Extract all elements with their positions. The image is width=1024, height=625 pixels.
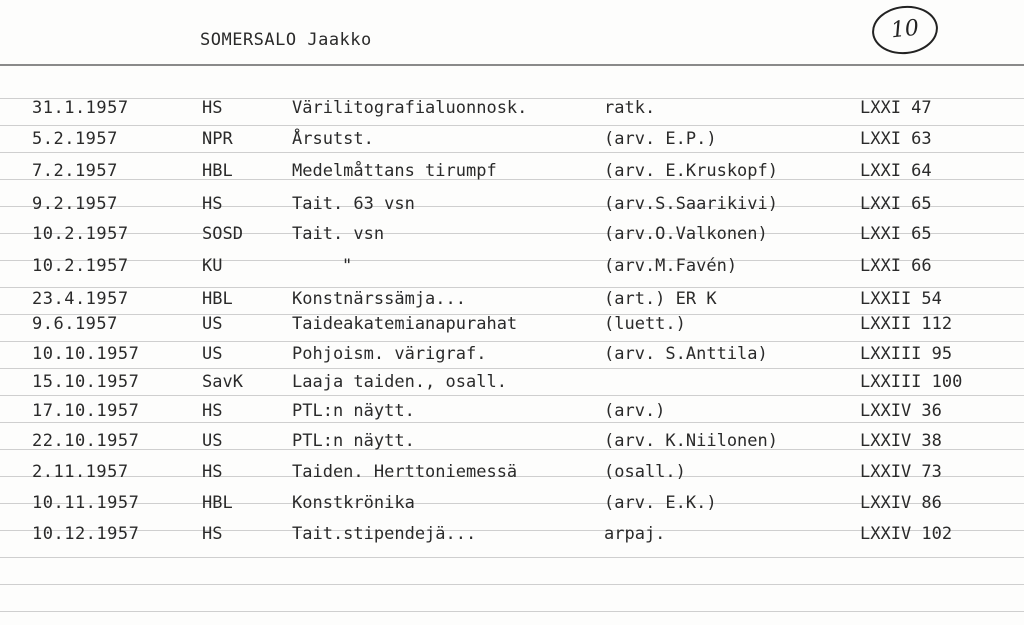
entry-paper: KU xyxy=(202,256,223,276)
entry-title: Årsutst. xyxy=(292,129,374,149)
entry-date: 9.6.1957 xyxy=(32,314,118,334)
ruled-line xyxy=(0,152,1024,153)
entry-ref: LXXI 65 xyxy=(860,194,932,214)
table-row xyxy=(0,401,1024,423)
entry-ref: LXXII 54 xyxy=(860,289,942,309)
entry-ref: LXXIV 36 xyxy=(860,401,942,421)
entry-date: 23.4.1957 xyxy=(32,289,129,309)
ruled-line xyxy=(0,287,1024,288)
entry-title: Taideakatemianapurahat xyxy=(292,314,518,334)
entry-date: 31.1.1957 xyxy=(32,98,129,118)
table-row xyxy=(0,344,1024,366)
entry-paper: HS xyxy=(202,524,223,544)
entry-note: (arv. E.Kruskopf) xyxy=(604,161,778,181)
entry-note: ratk. xyxy=(604,98,656,118)
entry-paper: HBL xyxy=(202,161,233,181)
table-row xyxy=(0,314,1024,336)
entry-ref: LXXI 65 xyxy=(860,224,932,244)
ruled-line xyxy=(0,395,1024,396)
table-row xyxy=(0,289,1024,311)
entry-ref: LXXIV 38 xyxy=(860,431,942,451)
entry-date: 15.10.1957 xyxy=(32,372,140,392)
entry-note: (art.) ER K xyxy=(604,289,717,309)
table-row xyxy=(0,493,1024,515)
table-row xyxy=(0,462,1024,484)
entry-title: " xyxy=(342,256,353,276)
entry-paper: US xyxy=(202,344,223,364)
entry-title: Taiden. Herttoniemessä xyxy=(292,462,518,482)
table-row xyxy=(0,129,1024,151)
entry-paper: HS xyxy=(202,462,223,482)
header-rule xyxy=(0,64,1024,66)
entry-date: 9.2.1957 xyxy=(32,194,118,214)
entry-note: (arv. E.P.) xyxy=(604,129,717,149)
entry-note: (luett.) xyxy=(604,314,686,334)
entry-date: 10.2.1957 xyxy=(32,256,129,276)
entry-title: PTL:n näytt. xyxy=(292,431,415,451)
entry-note: (arv. E.K.) xyxy=(604,493,717,513)
card-title: SOMERSALO Jaakko xyxy=(200,30,372,50)
entry-ref: LXXI 47 xyxy=(860,98,932,118)
table-row xyxy=(0,256,1024,278)
table-row xyxy=(0,524,1024,546)
entry-title: Medelmåttans tirumpf xyxy=(292,161,497,181)
entry-ref: LXXI 64 xyxy=(860,161,932,181)
entry-date: 10.2.1957 xyxy=(32,224,129,244)
table-row xyxy=(0,224,1024,246)
table-row xyxy=(0,431,1024,453)
entry-ref: LXXIII 100 xyxy=(860,372,963,392)
entry-paper: HBL xyxy=(202,493,233,513)
entry-paper: HS xyxy=(202,194,223,214)
entry-ref: LXXIV 73 xyxy=(860,462,942,482)
ruled-line xyxy=(0,584,1024,585)
entry-date: 10.10.1957 xyxy=(32,344,140,364)
entry-date: 5.2.1957 xyxy=(32,129,118,149)
ruled-line xyxy=(0,557,1024,558)
ruled-line xyxy=(0,341,1024,342)
entry-paper: US xyxy=(202,314,223,334)
ruled-line xyxy=(0,611,1024,612)
card-number-circle: 10 xyxy=(870,3,941,58)
entry-note: (arv. S.Anttila) xyxy=(604,344,768,364)
entry-paper: NPR xyxy=(202,129,233,149)
entry-date: 10.12.1957 xyxy=(32,524,140,544)
table-row xyxy=(0,161,1024,183)
entry-note: (osall.) xyxy=(604,462,686,482)
entry-paper: HBL xyxy=(202,289,233,309)
ruled-line xyxy=(0,368,1024,369)
entry-paper: HS xyxy=(202,401,223,421)
entry-date: 22.10.1957 xyxy=(32,431,140,451)
entry-note: (arv. K.Niilonen) xyxy=(604,431,778,451)
entry-ref: LXXIV 102 xyxy=(860,524,953,544)
table-row xyxy=(0,98,1024,120)
table-row xyxy=(0,372,1024,394)
entry-title: Laaja taiden., osall. xyxy=(292,372,507,392)
entry-title: Värilitografialuonnosk. xyxy=(292,98,528,118)
entry-note: (arv.O.Valkonen) xyxy=(604,224,768,244)
ruled-line xyxy=(0,125,1024,126)
entry-paper: HS xyxy=(202,98,223,118)
entry-ref: LXXIV 86 xyxy=(860,493,942,513)
entry-note: (arv.S.Saarikivi) xyxy=(604,194,778,214)
entry-paper: SOSD xyxy=(202,224,243,244)
entry-ref: LXXI 66 xyxy=(860,256,932,276)
entry-date: 2.11.1957 xyxy=(32,462,129,482)
entry-date: 10.11.1957 xyxy=(32,493,140,513)
entry-title: Konstnärssämja... xyxy=(292,289,466,309)
entry-title: Konstkrönika xyxy=(292,493,415,513)
entry-title: PTL:n näytt. xyxy=(292,401,415,421)
table-row xyxy=(0,194,1024,216)
entry-title: Pohjoism. värigraf. xyxy=(292,344,487,364)
entry-date: 7.2.1957 xyxy=(32,161,118,181)
entry-note: arpaj. xyxy=(604,524,666,544)
entry-ref: LXXI 63 xyxy=(860,129,932,149)
entry-title: Tait. 63 vsn xyxy=(292,194,415,214)
entry-title: Tait.stipendejä... xyxy=(292,524,477,544)
entry-note: (arv.M.Favén) xyxy=(604,256,738,276)
entry-ref: LXXII 112 xyxy=(860,314,953,334)
entry-title: Tait. vsn xyxy=(292,224,385,244)
entry-date: 17.10.1957 xyxy=(32,401,140,421)
entry-paper: SavK xyxy=(202,372,243,392)
entry-note: (arv.) xyxy=(604,401,666,421)
entry-paper: US xyxy=(202,431,223,451)
entry-ref: LXXIII 95 xyxy=(860,344,953,364)
